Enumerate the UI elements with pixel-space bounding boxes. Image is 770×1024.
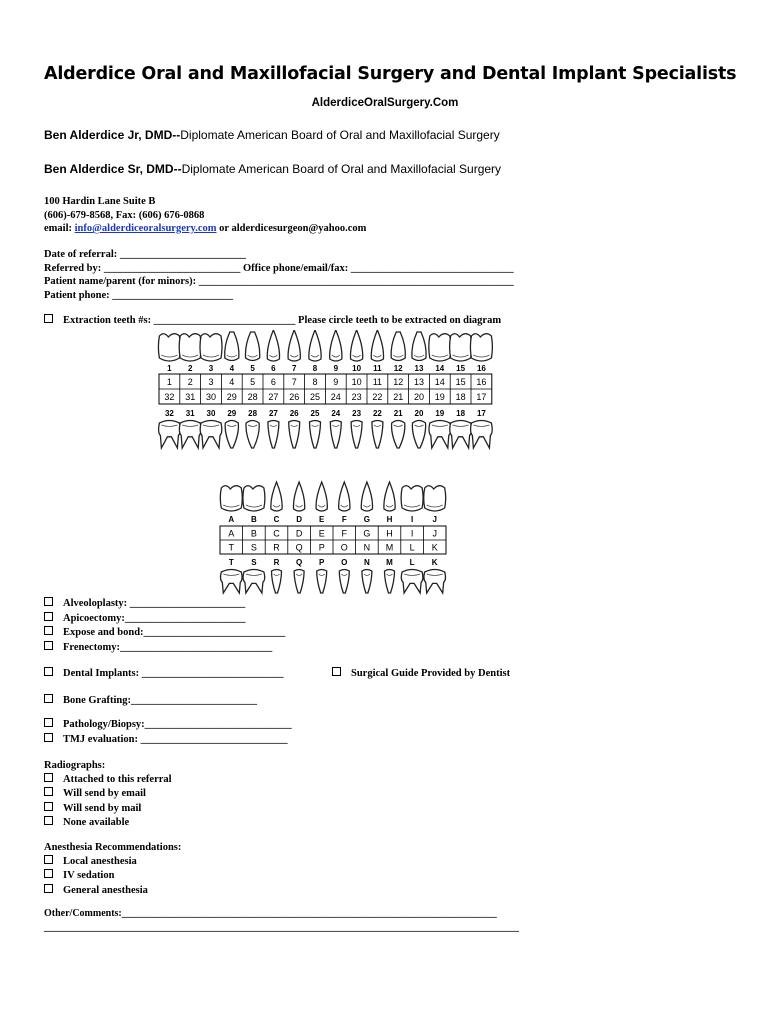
upper-tooth-number: 10 bbox=[352, 364, 362, 373]
lower-tooth-20[interactable] bbox=[412, 421, 425, 449]
option-label: Will send by mail bbox=[63, 802, 142, 814]
checkbox[interactable] bbox=[44, 869, 53, 878]
upper-tooth-9[interactable] bbox=[330, 330, 342, 361]
lower-tooth-number: 18 bbox=[456, 409, 466, 418]
grid-cell-upper: D bbox=[295, 528, 303, 539]
grid-cell-upper: 15 bbox=[455, 377, 466, 387]
grid-cell-upper: E bbox=[318, 528, 325, 539]
grid-cell-lower: P bbox=[318, 542, 325, 553]
procedure-item[interactable] bbox=[44, 626, 285, 641]
lower-tooth-22[interactable] bbox=[372, 421, 383, 449]
lower-tooth-27[interactable] bbox=[268, 421, 279, 449]
lower-tooth-number: 27 bbox=[268, 409, 278, 418]
child-lower-letter: Q bbox=[295, 558, 303, 567]
lower-tooth-18[interactable] bbox=[450, 421, 472, 449]
checkbox[interactable] bbox=[44, 626, 53, 635]
grid-cell-upper: G bbox=[363, 528, 371, 539]
grid-cell-upper: A bbox=[228, 528, 235, 539]
anesthesia-option[interactable] bbox=[44, 869, 181, 883]
grid-cell-lower: M bbox=[385, 542, 394, 553]
procedure-item[interactable] bbox=[44, 641, 285, 656]
upper-tooth-number: 1 bbox=[167, 364, 172, 373]
lower-tooth-number: 24 bbox=[331, 409, 341, 418]
surgical-guide-row[interactable] bbox=[332, 667, 510, 679]
referred-by-field[interactable]: Referred by: __________________________ Office phone/email/fax: _______________________________ bbox=[44, 262, 514, 274]
child-upper-letter: B bbox=[251, 515, 257, 524]
child-lower-letter: M bbox=[386, 558, 393, 567]
grid-cell-upper: I bbox=[410, 528, 414, 539]
grid-cell-upper: 14 bbox=[434, 377, 445, 387]
checkbox[interactable] bbox=[44, 884, 53, 893]
checkbox[interactable] bbox=[44, 641, 53, 650]
child-lower-tooth-O[interactable] bbox=[339, 570, 349, 594]
child-lower-tooth-P[interactable] bbox=[317, 570, 327, 594]
child-lower-letter: N bbox=[364, 558, 370, 567]
grid-cell-lower: S bbox=[250, 542, 257, 553]
child-upper-teeth[interactable] bbox=[220, 482, 445, 511]
lower-tooth-number: 23 bbox=[352, 409, 362, 418]
upper-tooth-13[interactable] bbox=[412, 332, 426, 361]
grid-cell-lower: 19 bbox=[434, 392, 445, 402]
option-label: General anesthesia bbox=[63, 884, 148, 896]
grid-cell-lower: T bbox=[228, 542, 235, 553]
child-lower-letter: S bbox=[251, 558, 257, 567]
child-upper-letter: J bbox=[432, 515, 437, 524]
grid-cell-lower: 20 bbox=[413, 392, 425, 402]
anesthesia-section bbox=[44, 841, 181, 898]
checkbox[interactable] bbox=[44, 733, 53, 742]
child-lower-letter: P bbox=[319, 558, 325, 567]
grid-cell-lower: R bbox=[273, 542, 280, 553]
upper-tooth-number: 6 bbox=[271, 364, 276, 373]
referral-fields bbox=[44, 248, 514, 302]
grid-cell-upper: B bbox=[250, 528, 257, 539]
child-letter-grid[interactable] bbox=[220, 526, 446, 554]
doctor-credential: Diplomate American Board of Oral and Maxillofacial Surgery bbox=[181, 162, 502, 176]
upper-tooth-number: 13 bbox=[414, 364, 424, 373]
child-lower-tooth-S[interactable] bbox=[243, 570, 265, 594]
checkbox[interactable] bbox=[44, 694, 53, 703]
lower-tooth-28[interactable] bbox=[246, 421, 259, 449]
doctor-jr bbox=[44, 128, 500, 142]
grid-cell-upper: 10 bbox=[351, 377, 362, 387]
option-label: Will send by email bbox=[63, 788, 146, 800]
email-alt: or alderdicesurgeon@yahoo.com bbox=[216, 223, 367, 234]
grid-cell-lower: 17 bbox=[476, 392, 487, 402]
grid-cell-upper: 16 bbox=[476, 377, 487, 387]
upper-tooth-8[interactable] bbox=[309, 330, 321, 361]
adult-number-grid[interactable] bbox=[159, 374, 492, 404]
grid-cell-lower: 23 bbox=[351, 392, 362, 402]
option-label: Attached to this referral bbox=[63, 774, 172, 786]
checkbox[interactable] bbox=[44, 787, 53, 796]
dental-implants-label: Dental Implants: ___________________________ bbox=[63, 668, 284, 679]
email-link[interactable]: info@alderdiceoralsurgery.com bbox=[74, 223, 217, 234]
anesthesia-heading: Anesthesia Recommendations: bbox=[44, 842, 182, 853]
lower-tooth-number: 25 bbox=[310, 409, 320, 418]
child-lower-tooth-L[interactable] bbox=[401, 570, 423, 594]
anesthesia-option[interactable] bbox=[44, 855, 181, 869]
child-teeth-chart[interactable] bbox=[215, 480, 455, 595]
lower-tooth-24[interactable] bbox=[330, 421, 341, 449]
grid-cell-upper: F bbox=[341, 528, 348, 539]
child-lower-tooth-Q[interactable] bbox=[294, 570, 304, 594]
grid-cell-lower: K bbox=[431, 542, 438, 553]
lower-tooth-number: 30 bbox=[206, 409, 216, 418]
child-lower-tooth-M[interactable] bbox=[385, 570, 395, 594]
upper-tooth-number: 4 bbox=[229, 364, 235, 373]
extraction-label[interactable]: Extraction teeth #s: ___________________________ Please circle teeth to be extracted on diagram bbox=[63, 315, 502, 326]
child-upper-letter: I bbox=[410, 515, 414, 524]
website: AlderdiceOralSurgery.Com bbox=[311, 97, 459, 109]
phone-fax: (606)-679-8568, Fax: (606) 676-0868 bbox=[44, 209, 205, 221]
upper-tooth-number: 2 bbox=[187, 364, 193, 373]
procedure-item[interactable] bbox=[44, 597, 285, 612]
lower-tooth-26[interactable] bbox=[289, 421, 300, 449]
grid-cell-lower: 21 bbox=[393, 392, 404, 402]
implants-row[interactable] bbox=[44, 667, 284, 679]
grid-cell-upper: 7 bbox=[291, 377, 297, 387]
grid-cell-lower: L bbox=[409, 542, 415, 553]
expose-bond-label: Expose and bond:___________________________ bbox=[63, 627, 286, 638]
checkbox[interactable] bbox=[44, 597, 53, 606]
child-lower-teeth[interactable] bbox=[221, 570, 446, 594]
child-lower-letter: T bbox=[228, 558, 234, 567]
grid-cell-lower: 30 bbox=[205, 392, 217, 402]
grid-cell-lower: 29 bbox=[226, 392, 237, 402]
doctor-name: Ben Alderdice Jr, DMD-- bbox=[44, 128, 181, 142]
grid-cell-upper: H bbox=[386, 528, 393, 539]
child-upper-letter: E bbox=[319, 515, 325, 524]
grid-cell-upper: 6 bbox=[270, 377, 276, 387]
option-label: IV sedation bbox=[63, 870, 115, 882]
patient-phone-field[interactable]: Patient phone: _______________________ bbox=[44, 289, 233, 301]
lower-tooth-29[interactable] bbox=[225, 421, 238, 449]
radiograph-option[interactable] bbox=[44, 773, 172, 787]
child-lower-tooth-T[interactable] bbox=[221, 570, 243, 594]
lower-tooth-17[interactable] bbox=[471, 421, 493, 449]
bone-grafting-row[interactable] bbox=[44, 694, 257, 706]
grid-cell-lower: 28 bbox=[247, 392, 258, 402]
grid-cell-upper: 13 bbox=[413, 377, 425, 387]
lower-tooth-number: 32 bbox=[164, 409, 174, 418]
child-lower-tooth-N[interactable] bbox=[362, 570, 372, 594]
lower-tooth-number: 31 bbox=[185, 409, 195, 418]
radiograph-option[interactable] bbox=[44, 802, 172, 816]
checkbox[interactable] bbox=[332, 667, 341, 676]
lower-tooth-30[interactable] bbox=[200, 421, 222, 449]
grid-cell-lower: O bbox=[340, 542, 348, 553]
date-of-referral-field[interactable]: Date of referral: ________________________ bbox=[44, 249, 246, 260]
grid-cell-lower: N bbox=[363, 542, 371, 553]
grid-cell-lower: 24 bbox=[330, 392, 341, 402]
lower-tooth-19[interactable] bbox=[429, 421, 451, 449]
child-upper-letter: D bbox=[296, 515, 302, 524]
grid-cell-upper: 9 bbox=[333, 377, 339, 387]
alveoloplasty-label: Alveoloplasty: ______________________ bbox=[63, 598, 246, 609]
apicoectomy-label: Apicoectomy:_______________________ bbox=[63, 612, 246, 624]
upper-tooth-12[interactable] bbox=[391, 332, 405, 361]
grid-cell-upper: 1 bbox=[166, 377, 172, 387]
doctor-credential: Diplomate American Board of Oral and Maxillofacial Surgery bbox=[180, 128, 500, 142]
checkbox[interactable] bbox=[44, 773, 53, 782]
lower-tooth-21[interactable] bbox=[392, 421, 405, 449]
checkbox[interactable] bbox=[44, 612, 53, 621]
lower-tooth-number: 26 bbox=[289, 409, 299, 418]
grid-cell-upper: 5 bbox=[250, 377, 256, 387]
adult-lower-teeth[interactable] bbox=[159, 421, 493, 449]
tmj-item[interactable] bbox=[44, 733, 292, 748]
grid-cell-lower: 32 bbox=[164, 392, 175, 402]
extraction-row bbox=[44, 314, 501, 326]
lower-tooth-number: 22 bbox=[372, 409, 382, 418]
child-upper-letter: C bbox=[273, 515, 280, 524]
upper-tooth-number: 15 bbox=[456, 364, 466, 373]
comments-field[interactable]: Other/Comments:___________________________________________________________________________ bbox=[44, 908, 497, 919]
upper-tooth-number: 3 bbox=[208, 364, 214, 373]
upper-tooth-6[interactable] bbox=[267, 330, 279, 361]
lower-tooth-32[interactable] bbox=[159, 421, 181, 449]
child-upper-letter: H bbox=[386, 515, 393, 524]
bone-grafting-label: Bone Grafting:________________________ bbox=[63, 695, 257, 706]
upper-tooth-number: 9 bbox=[333, 364, 339, 373]
checkbox[interactable] bbox=[44, 816, 53, 825]
child-lower-tooth-R[interactable] bbox=[272, 570, 282, 594]
option-label: None available bbox=[63, 816, 130, 828]
radiographs-section bbox=[44, 759, 172, 830]
lower-tooth-number: 21 bbox=[393, 409, 403, 418]
grid-cell-upper: 3 bbox=[208, 377, 214, 387]
upper-tooth-11[interactable] bbox=[371, 330, 383, 361]
child-lower-letter: L bbox=[409, 558, 415, 567]
surgical-guide-label: Surgical Guide Provided by Dentist bbox=[351, 668, 511, 679]
frenectomy-label: Frenectomy:_____________________________ bbox=[63, 641, 273, 653]
upper-tooth-number: 14 bbox=[435, 364, 445, 373]
doctor-sr bbox=[44, 162, 501, 176]
child-upper-letter: G bbox=[363, 515, 371, 524]
child-lower-letter: R bbox=[273, 558, 280, 567]
grid-cell-lower: 26 bbox=[289, 392, 300, 402]
grid-cell-upper: 11 bbox=[372, 377, 383, 387]
grid-cell-upper: J bbox=[432, 528, 437, 539]
lower-tooth-25[interactable] bbox=[310, 421, 321, 449]
grid-cell-lower: 31 bbox=[185, 392, 196, 402]
upper-tooth-number: 7 bbox=[291, 364, 297, 373]
grid-cell-upper: C bbox=[273, 528, 280, 539]
upper-tooth-7[interactable] bbox=[288, 330, 300, 361]
address: 100 Hardin Lane Suite B bbox=[44, 196, 156, 207]
procedures-list bbox=[44, 597, 285, 655]
lower-tooth-number: 19 bbox=[435, 409, 445, 418]
radiograph-option[interactable] bbox=[44, 816, 172, 830]
checkbox[interactable] bbox=[44, 802, 53, 811]
checkbox[interactable] bbox=[44, 667, 53, 676]
upper-tooth-4[interactable] bbox=[225, 332, 239, 361]
lower-tooth-number: 17 bbox=[476, 409, 486, 418]
checkbox[interactable] bbox=[44, 718, 53, 727]
adult-teeth-chart[interactable] bbox=[155, 330, 505, 455]
option-label: Local anesthesia bbox=[63, 856, 137, 868]
tmj-label: TMJ evaluation: ____________________________ bbox=[63, 733, 288, 745]
grid-cell-lower: Q bbox=[295, 542, 303, 553]
upper-tooth-10[interactable] bbox=[350, 330, 362, 361]
grid-cell-upper: 12 bbox=[393, 377, 404, 387]
doctor-name: Ben Alderdice Sr, DMD-- bbox=[44, 162, 182, 176]
upper-tooth-number: 5 bbox=[250, 364, 255, 373]
child-lower-tooth-K[interactable] bbox=[424, 570, 446, 594]
radiographs-heading: Radiographs: bbox=[44, 760, 106, 771]
grid-cell-lower: 25 bbox=[309, 392, 321, 402]
anesthesia-option[interactable] bbox=[44, 884, 181, 898]
grid-cell-upper: 8 bbox=[312, 377, 318, 387]
email-label: email: bbox=[44, 223, 75, 234]
lower-tooth-23[interactable] bbox=[351, 421, 362, 449]
lower-tooth-number: 28 bbox=[248, 409, 258, 418]
contact-block bbox=[44, 195, 366, 236]
adult-upper-teeth[interactable] bbox=[158, 330, 492, 361]
child-upper-letter: A bbox=[228, 515, 235, 524]
upper-tooth-5[interactable] bbox=[245, 332, 259, 361]
email-line bbox=[44, 222, 366, 236]
patient-name-field[interactable]: Patient name/parent (for minors): ____________________________________________________________ bbox=[44, 276, 514, 287]
checkbox[interactable] bbox=[44, 855, 53, 864]
pathology-item[interactable] bbox=[44, 718, 292, 733]
grid-cell-lower: 27 bbox=[268, 392, 279, 402]
grid-cell-lower: 18 bbox=[455, 392, 466, 402]
upper-tooth-number: 8 bbox=[312, 364, 318, 373]
grid-cell-lower: 22 bbox=[372, 392, 383, 402]
child-lower-letter: O bbox=[341, 558, 348, 567]
lower-tooth-31[interactable] bbox=[179, 421, 201, 449]
child-upper-letter: F bbox=[341, 515, 347, 524]
comments-section bbox=[44, 907, 519, 935]
upper-tooth-number: 11 bbox=[373, 364, 382, 373]
lower-tooth-number: 29 bbox=[227, 409, 237, 418]
procedure-item[interactable] bbox=[44, 612, 285, 627]
pathology-biopsy-label: Pathology/Biopsy:____________________________ bbox=[63, 719, 292, 730]
comments-field-line2[interactable]: _______________________________________________________________________________________________ bbox=[44, 922, 519, 933]
lower-tooth-number: 20 bbox=[414, 409, 424, 418]
upper-tooth-number: 12 bbox=[393, 364, 403, 373]
pathology-list bbox=[44, 718, 292, 747]
radiograph-option[interactable] bbox=[44, 787, 172, 801]
practice-title: Alderdice Oral and Maxillofacial Surgery and Dental Implant Specialists bbox=[44, 64, 737, 84]
grid-cell-upper: 4 bbox=[229, 377, 235, 387]
child-lower-letter: K bbox=[431, 558, 438, 567]
upper-tooth-number: 16 bbox=[476, 364, 486, 373]
grid-cell-upper: 2 bbox=[187, 377, 193, 387]
extraction-checkbox[interactable] bbox=[44, 314, 53, 323]
